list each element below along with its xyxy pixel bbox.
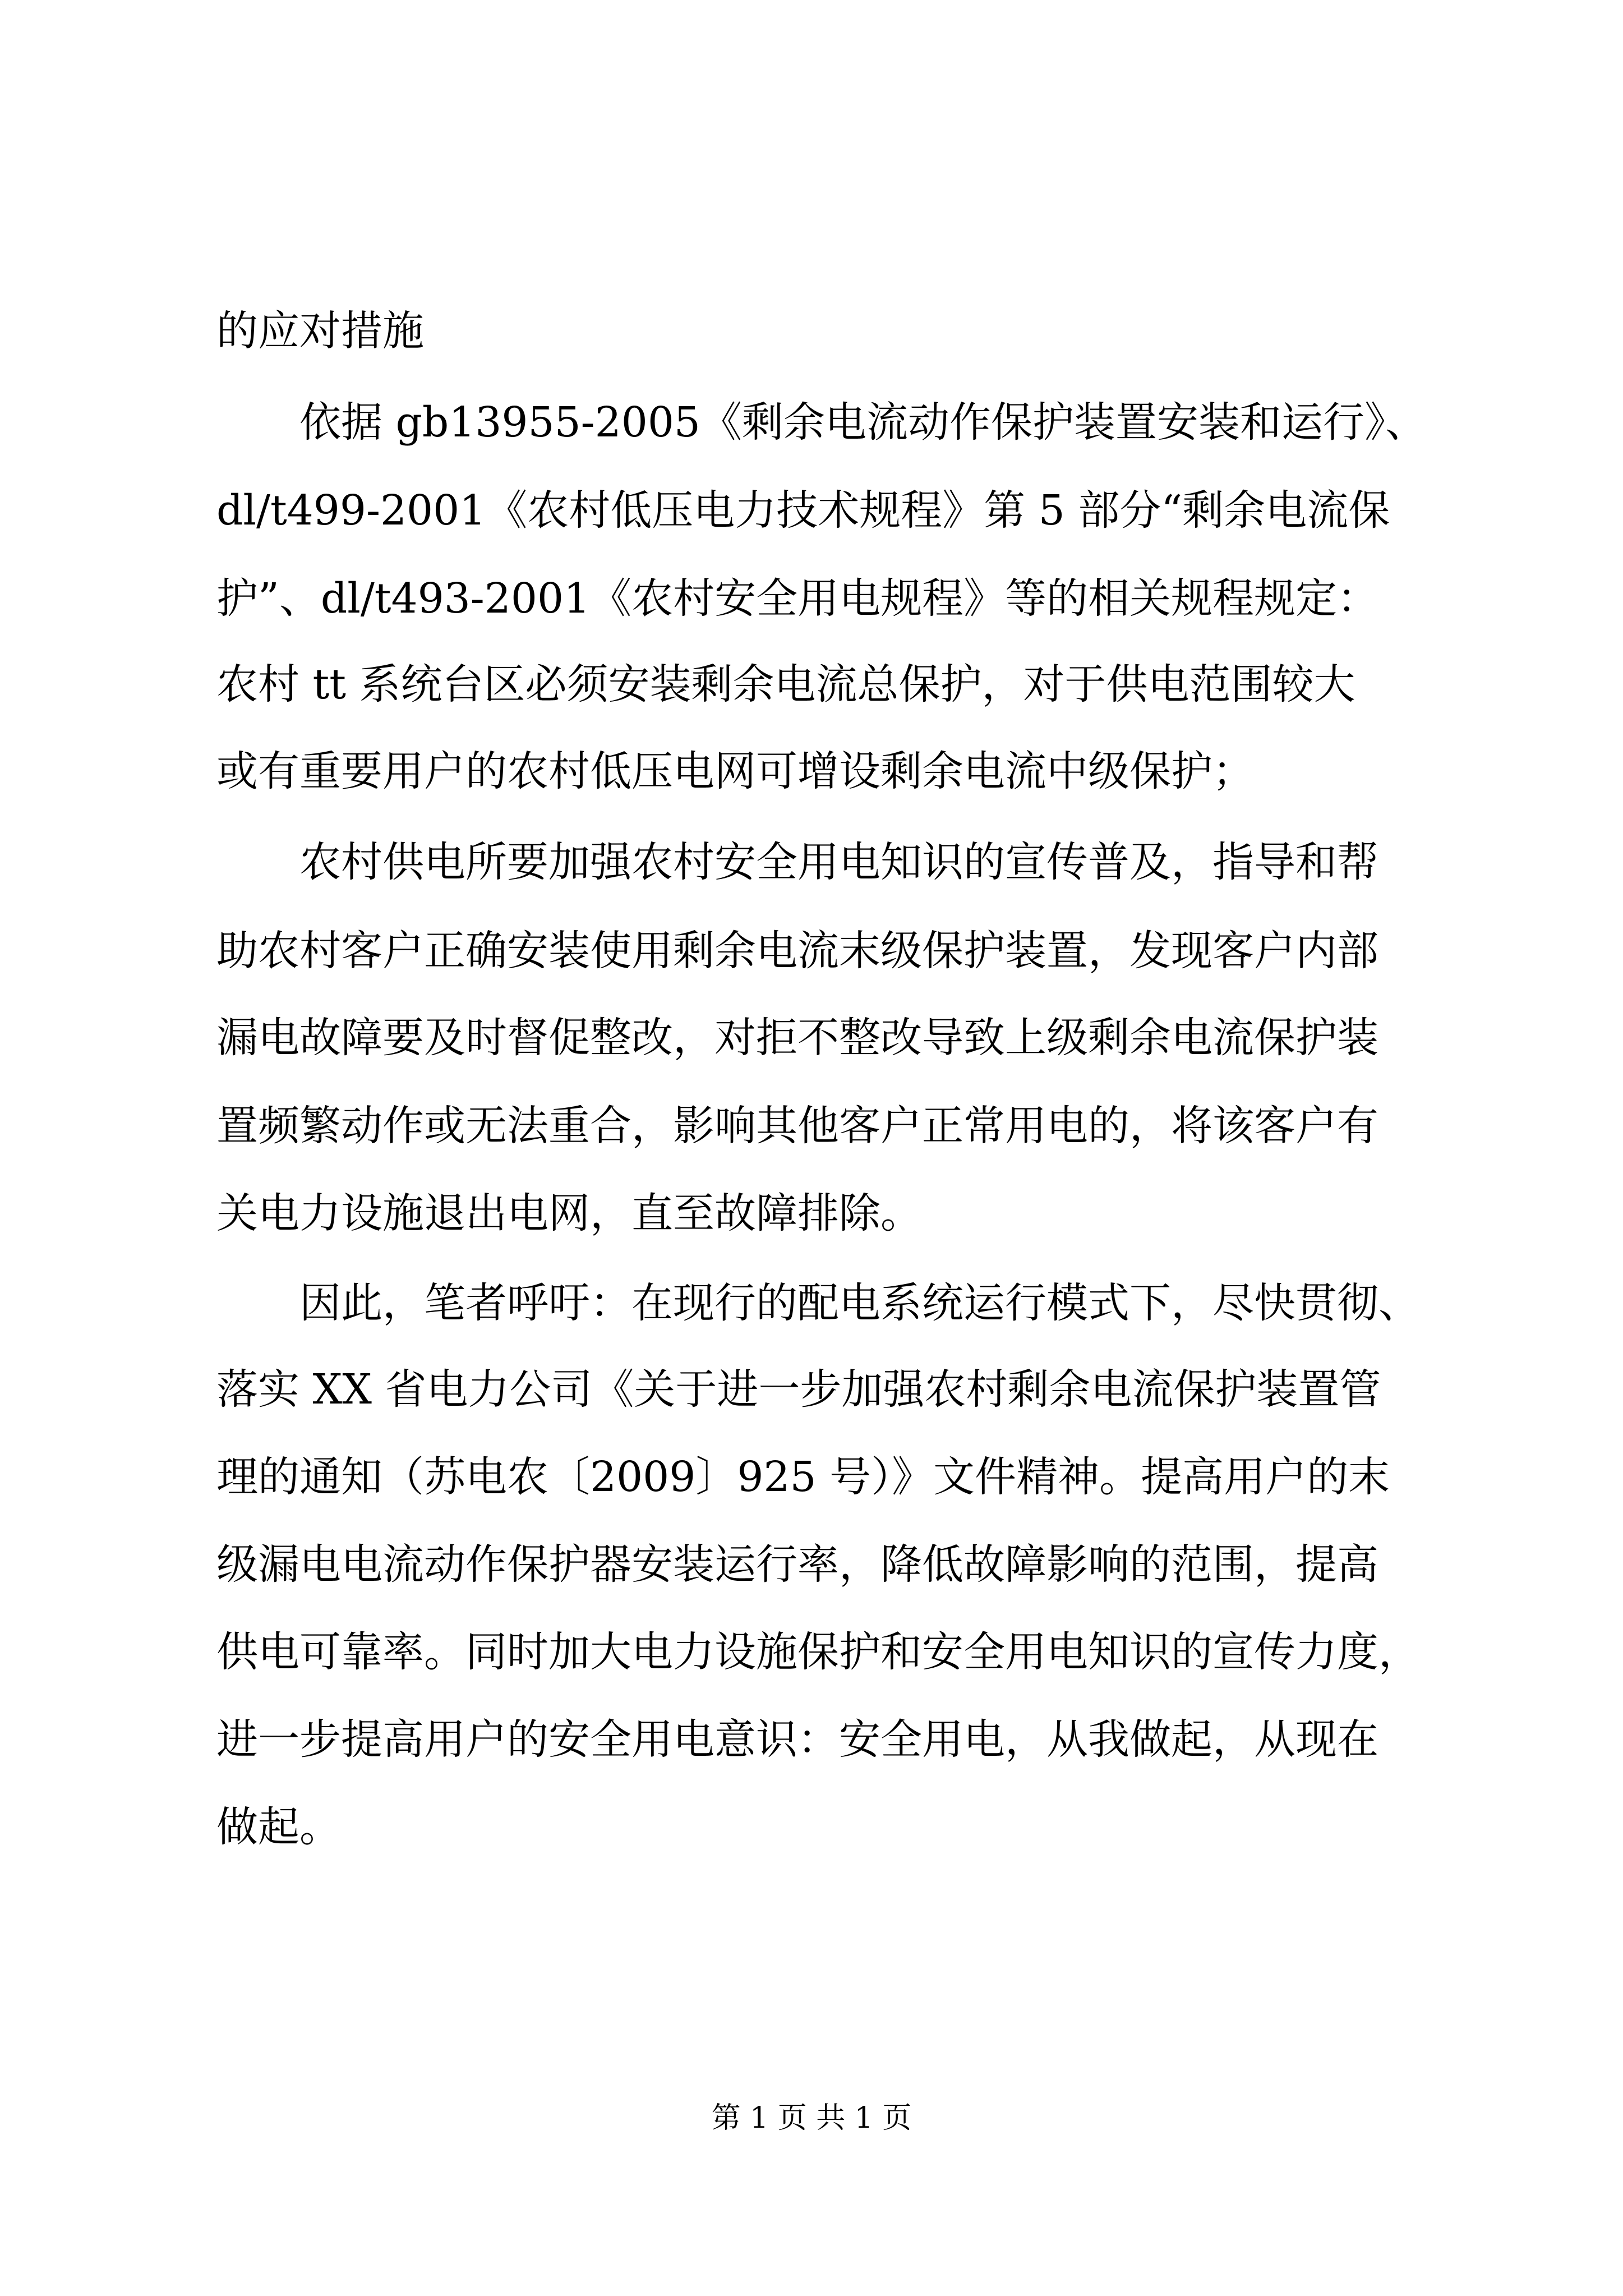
text-line-18: 做起。 — [216, 1803, 341, 1851]
text-line-13: 落实 XX 省电力公司《关于进一步加强农村剩余电流保护装置管 — [216, 1365, 1381, 1414]
text-line-6: 或有重要用户的农村低压电网可增设剩余电流中级保护； — [216, 747, 1254, 795]
page-footer: 第 1 页 共 1 页 — [711, 2101, 912, 2135]
text-line-10: 置频繁动作或无法重合，影响其他客户正常用电的，将该客户有 — [216, 1102, 1378, 1150]
text-line-16: 供电可靠率。同时加大电力设施保护和安全用电知识的宣传力度， — [216, 1628, 1420, 1676]
text-line-12: 因此，笔者呼吁：在现行的配电系统运行模式下，尽快贯彻、 — [216, 1279, 1420, 1327]
text-line-1: 的应对措施 — [216, 307, 424, 355]
text-line-7: 农村供电所要加强农村安全用电知识的宣传普及，指导和帮 — [216, 838, 1378, 886]
text-line-5: 农村 tt 系统台区必须安装剩余电流总保护，对于供电范围较大 — [216, 660, 1355, 708]
text-line-8: 助农村客户正确安装使用剩余电流末级保护装置，发现客户内部 — [216, 927, 1378, 975]
text-line-9: 漏电故障要及时督促整改，对拒不整改导致上级剩余电流保护装 — [216, 1014, 1378, 1062]
text-line-17: 进一步提高用户的安全用电意识：安全用电，从我做起，从现在 — [216, 1715, 1378, 1764]
text-line-3: dl/t499-2001《农村低压电力技术规程》第 5 部分“剩余电流保 — [216, 486, 1390, 535]
text-line-11: 关电力设施退出电网，直至故障排除。 — [216, 1189, 922, 1237]
text-line-4: 护”、dl/t493-2001《农村安全用电规程》等的相关规程规定： — [216, 574, 1379, 623]
text-line-2: 依据 gb13955-2005《剩余电流动作保护装置安装和运行》、 — [216, 398, 1427, 447]
text-line-15: 级漏电电流动作保护器安装运行率，降低故障影响的范围，提高 — [216, 1540, 1378, 1589]
text-line-14: 理的通知（苏电农〔2009〕925 号）》文件精神。提高用户的末 — [216, 1453, 1390, 1501]
